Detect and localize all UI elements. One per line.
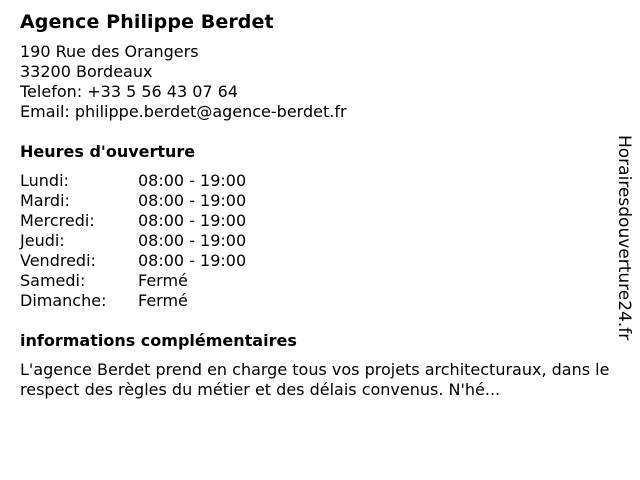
day-label: Jeudi: <box>20 231 65 250</box>
day-hours: 08:00 - 19:00 <box>138 251 247 270</box>
day-label: Lundi: <box>20 171 69 190</box>
additional-info-text: L'agence Berdet prend en charge tous vos projets architecturaux, dans le respect des règles du métier et des délais convenus. N'hé... <box>20 360 610 399</box>
day-hours: Fermé <box>138 271 188 290</box>
day-label: Vendredi: <box>20 251 96 270</box>
opening-hours-heading: Heures d'ouverture <box>20 142 196 161</box>
hours-row-thursday <box>20 231 610 251</box>
hours-row-tuesday <box>20 191 610 211</box>
hours-row-sunday <box>20 291 610 311</box>
opening-hours-list <box>20 171 610 311</box>
day-hours: 08:00 - 19:00 <box>138 171 247 190</box>
email-line: Email: philippe.berdet@agence-berdet.fr <box>20 102 347 121</box>
hours-row-friday <box>20 251 610 271</box>
business-card <box>20 10 610 400</box>
day-label: Samedi: <box>20 271 86 290</box>
additional-info-section <box>20 331 610 400</box>
address-street: 190 Rue des Orangers <box>20 42 199 61</box>
day-hours: Fermé <box>138 291 188 310</box>
day-label: Mardi: <box>20 191 70 210</box>
hours-row-monday <box>20 171 610 191</box>
hours-row-wednesday <box>20 211 610 231</box>
additional-info-heading: informations complémentaires <box>20 331 297 350</box>
day-hours: 08:00 - 19:00 <box>138 191 247 210</box>
phone-line: Telefon: +33 5 56 43 07 64 <box>20 82 239 101</box>
contact-block <box>20 42 610 122</box>
site-watermark: Horairesdouverture24.fr <box>614 135 634 341</box>
business-name: Agence Philippe Berdet <box>20 11 274 33</box>
day-label: Mercredi: <box>20 211 95 230</box>
address-city: 33200 Bordeaux <box>20 62 153 81</box>
day-label: Dimanche: <box>20 291 107 310</box>
hours-row-saturday <box>20 271 610 291</box>
day-hours: 08:00 - 19:00 <box>138 211 247 230</box>
day-hours: 08:00 - 19:00 <box>138 231 247 250</box>
